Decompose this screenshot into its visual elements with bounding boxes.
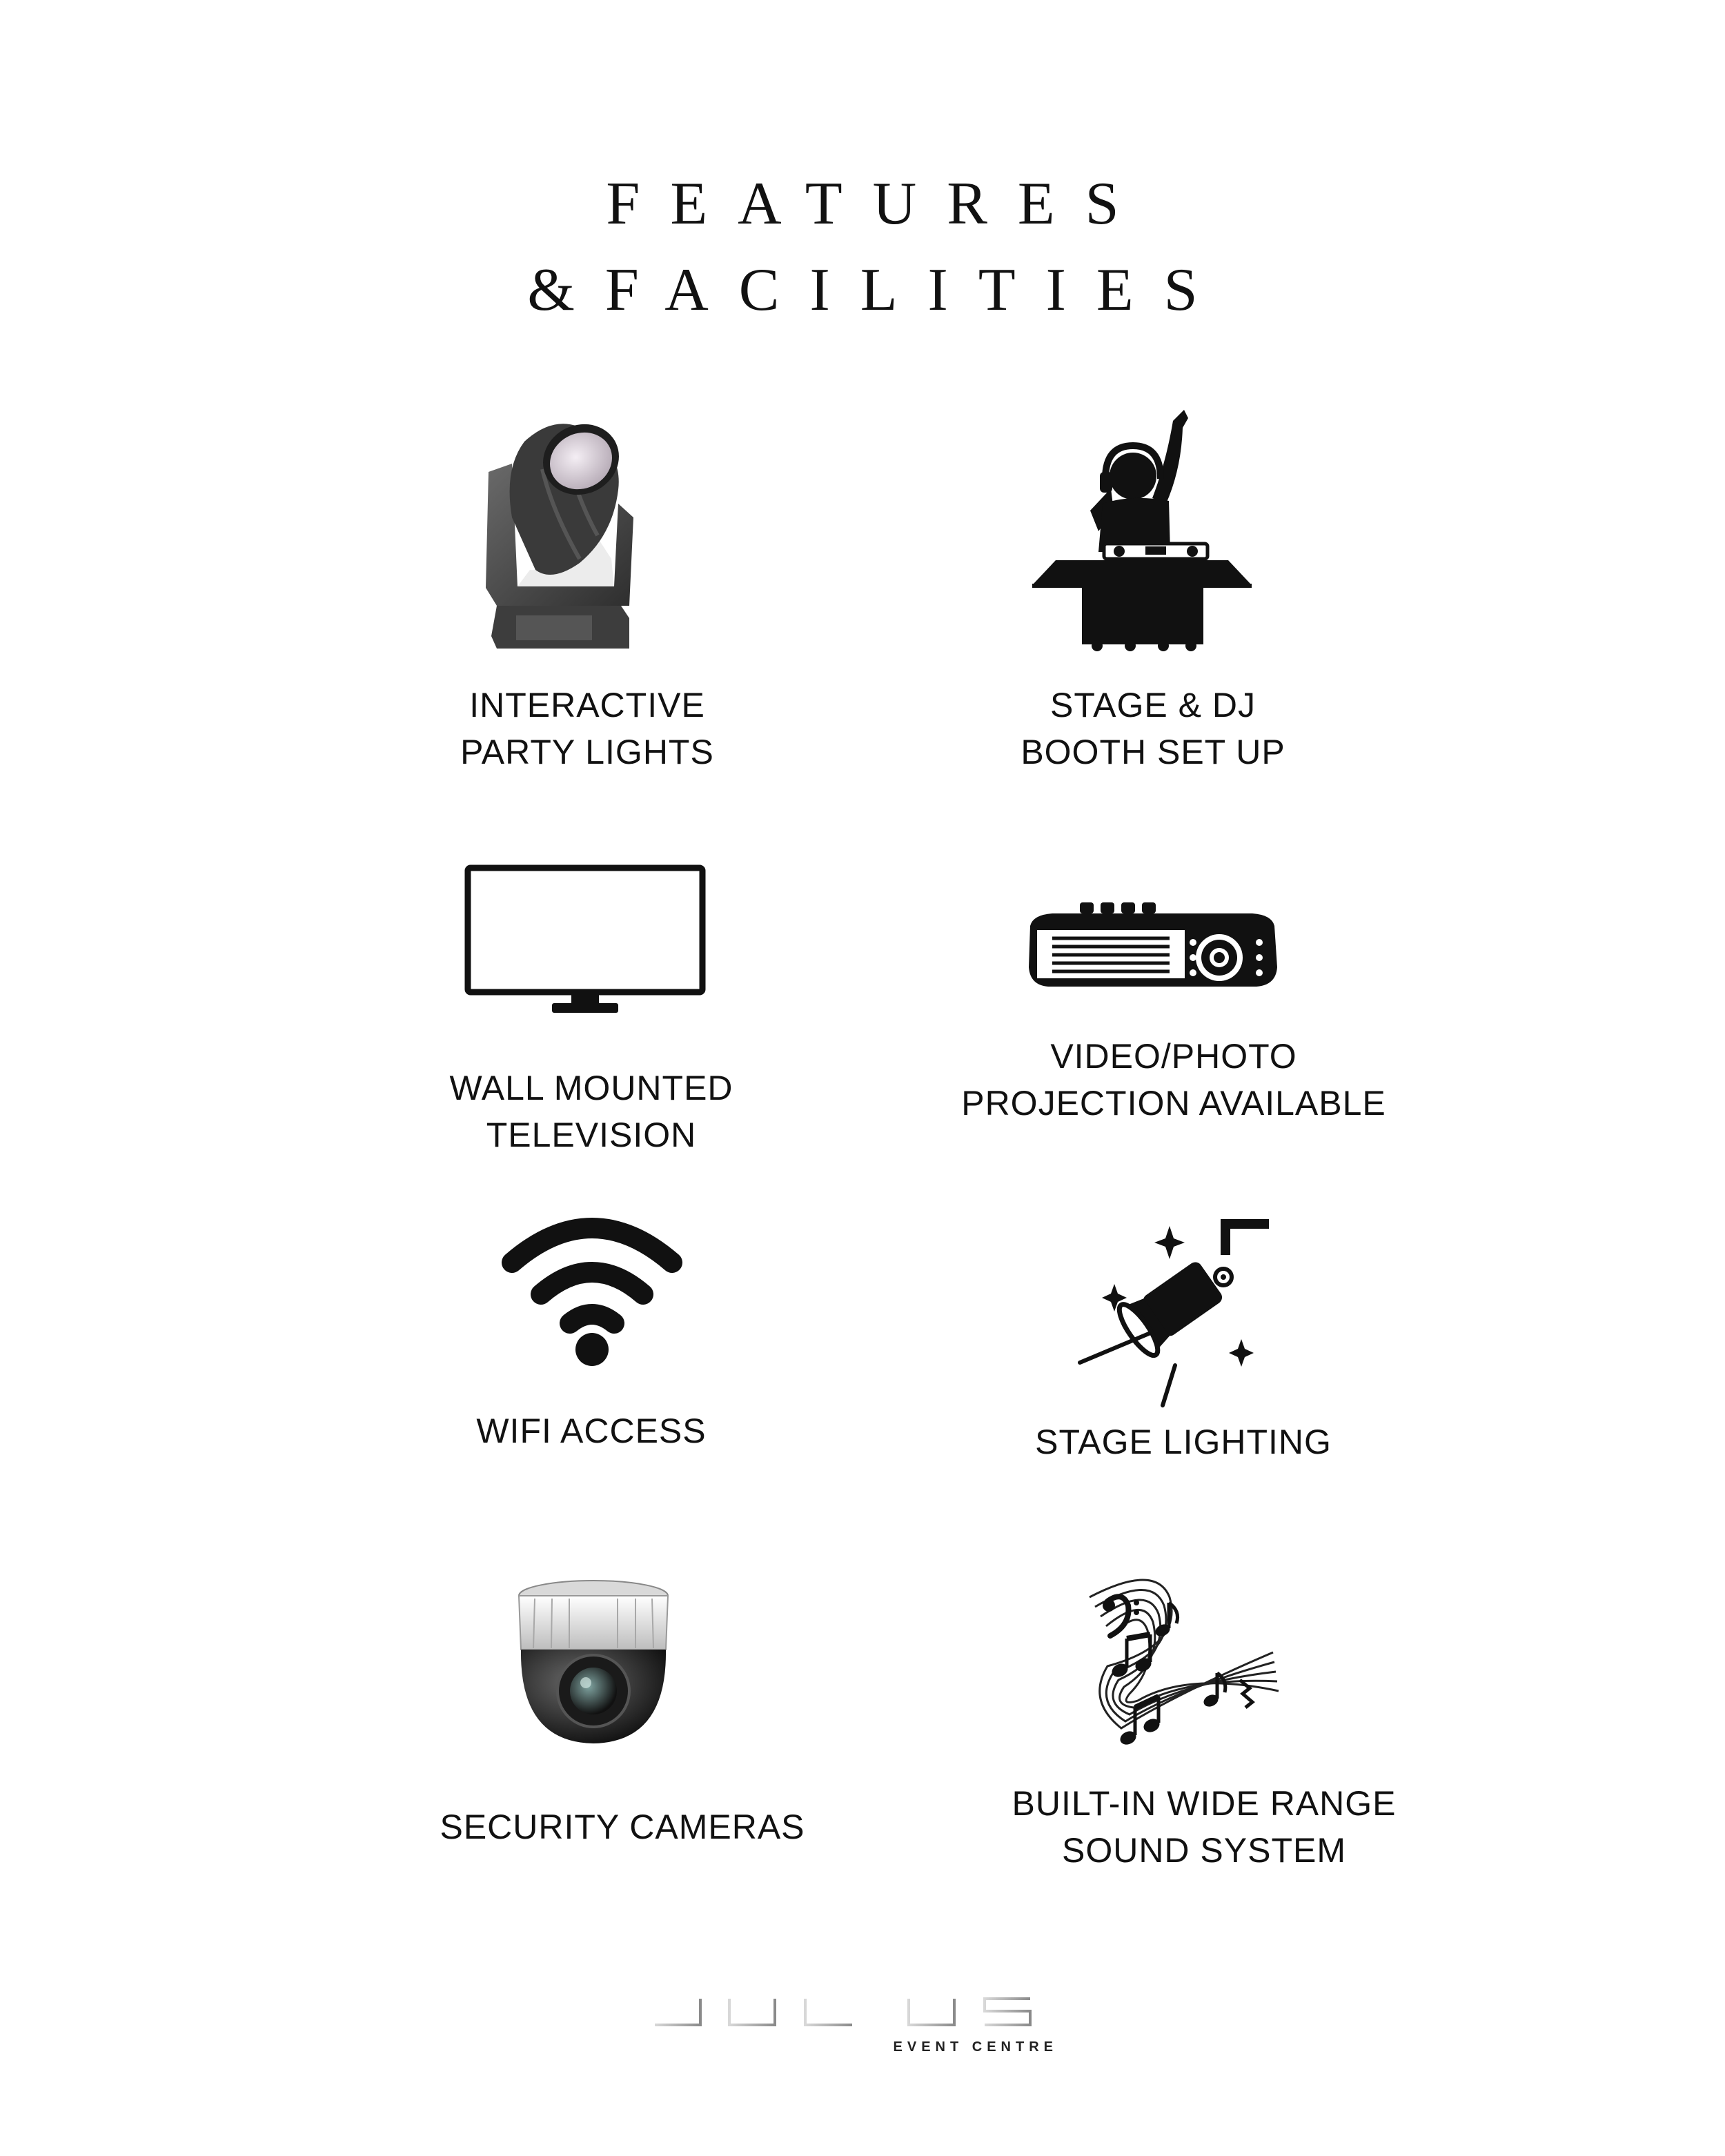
julius-logo <box>652 1997 1059 2063</box>
feature-label-stage-lighting: STAGE LIGHTING <box>1035 1423 1332 1461</box>
page-title-line-2: &FACILITIES <box>527 257 1228 324</box>
projector-icon <box>1025 898 1280 995</box>
feature-label-wifi: WIFI ACCESS <box>476 1412 707 1450</box>
music-notes-icon <box>1080 1570 1280 1763</box>
feature-label-security-cameras: SECURITY CAMERAS <box>440 1808 805 1846</box>
feature-label-projection: VIDEO/PHOTO PROJECTION AVAILABLE <box>961 1037 1386 1122</box>
wifi-icon <box>498 1214 686 1366</box>
page-title-line-1: FEATURES <box>606 170 1150 237</box>
dj-booth-icon <box>1028 407 1256 655</box>
feature-label-sound-system: BUILT-IN WIDE RANGE SOUND SYSTEM <box>1012 1784 1397 1870</box>
feature-label-dj-booth: STAGE & DJ BOOTH SET UP <box>1021 686 1285 771</box>
logo-subtext: EVENT CENTRE <box>893 2039 1058 2055</box>
feature-label-party-lights: INTERACTIVE PARTY LIGHTS <box>460 686 714 771</box>
moving-head-light-icon <box>476 414 642 655</box>
television-icon <box>464 864 707 1022</box>
security-camera-icon <box>514 1576 673 1749</box>
feature-label-television: WALL MOUNTED TELEVISION <box>449 1069 733 1154</box>
spotlight-icon <box>1073 1211 1280 1418</box>
